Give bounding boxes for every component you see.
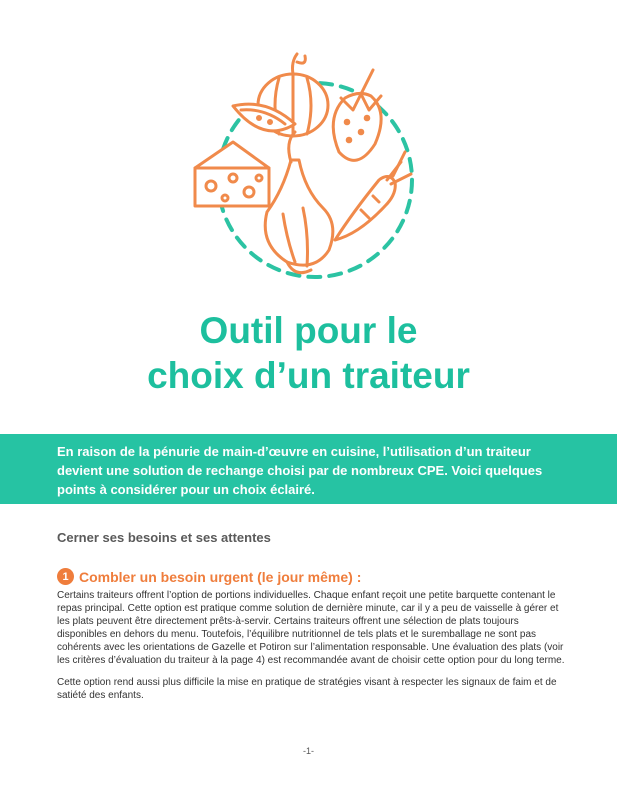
- page-title: [0, 308, 617, 398]
- intro-banner-text: En raison de la pénurie de main-d’œuvre en cuisine, l’utilisation d’un traiteur devient une solution de rechange choisi par de nombreux CPE. Voici quelques points à considérer pour un choix éclairé.: [57, 444, 543, 497]
- section-heading: Cerner ses besoins et ses attentes: [57, 530, 271, 545]
- cheese-icon: [195, 142, 269, 206]
- paragraph-1: Certains traiteurs offrent l’option de portions individuelles. Chaque enfant reçoit une petite barquette contenant le repas principal. Cette option est pratique comme solution de dernière minute, car il y a peu de vaisselle à gérer et les plats peuvent être directement prêts-à-servir. Certains traiteurs offrent une sélection de plats toujours disponibles en dehors du menu. Toutefois, l’équilibre nutritionnel de tels plats et le suremballage ne sont pas cohérents avec les orientations de Gazelle et Potiron sur l’alimentation responsable. Une évaluation des plats (voir les critères d’évaluation du traiteur à la page 4) est recommandée avant de choisir cette option pour du long terme.: [57, 590, 565, 666]
- title-line-1: Outil pour le: [199, 310, 418, 351]
- onion-icon: [265, 132, 333, 273]
- page-number: -1-: [303, 746, 314, 756]
- food-illustration-icon: [175, 40, 425, 280]
- title-line-2: choix d’un traiteur: [147, 355, 470, 396]
- paragraph-2: Cette option rend aussi plus difficile la mise en pratique de stratégies visant à respecter les signaux de faim et de satiété des enfants.: [57, 677, 557, 701]
- body-text: [57, 589, 567, 711]
- subsection-heading-text: Combler un besoin urgent (le jour même) :: [79, 568, 362, 585]
- subsection-heading: [57, 568, 361, 585]
- intro-banner: [0, 434, 617, 504]
- number-badge: 1: [57, 568, 74, 585]
- strawberry-icon: [333, 70, 381, 160]
